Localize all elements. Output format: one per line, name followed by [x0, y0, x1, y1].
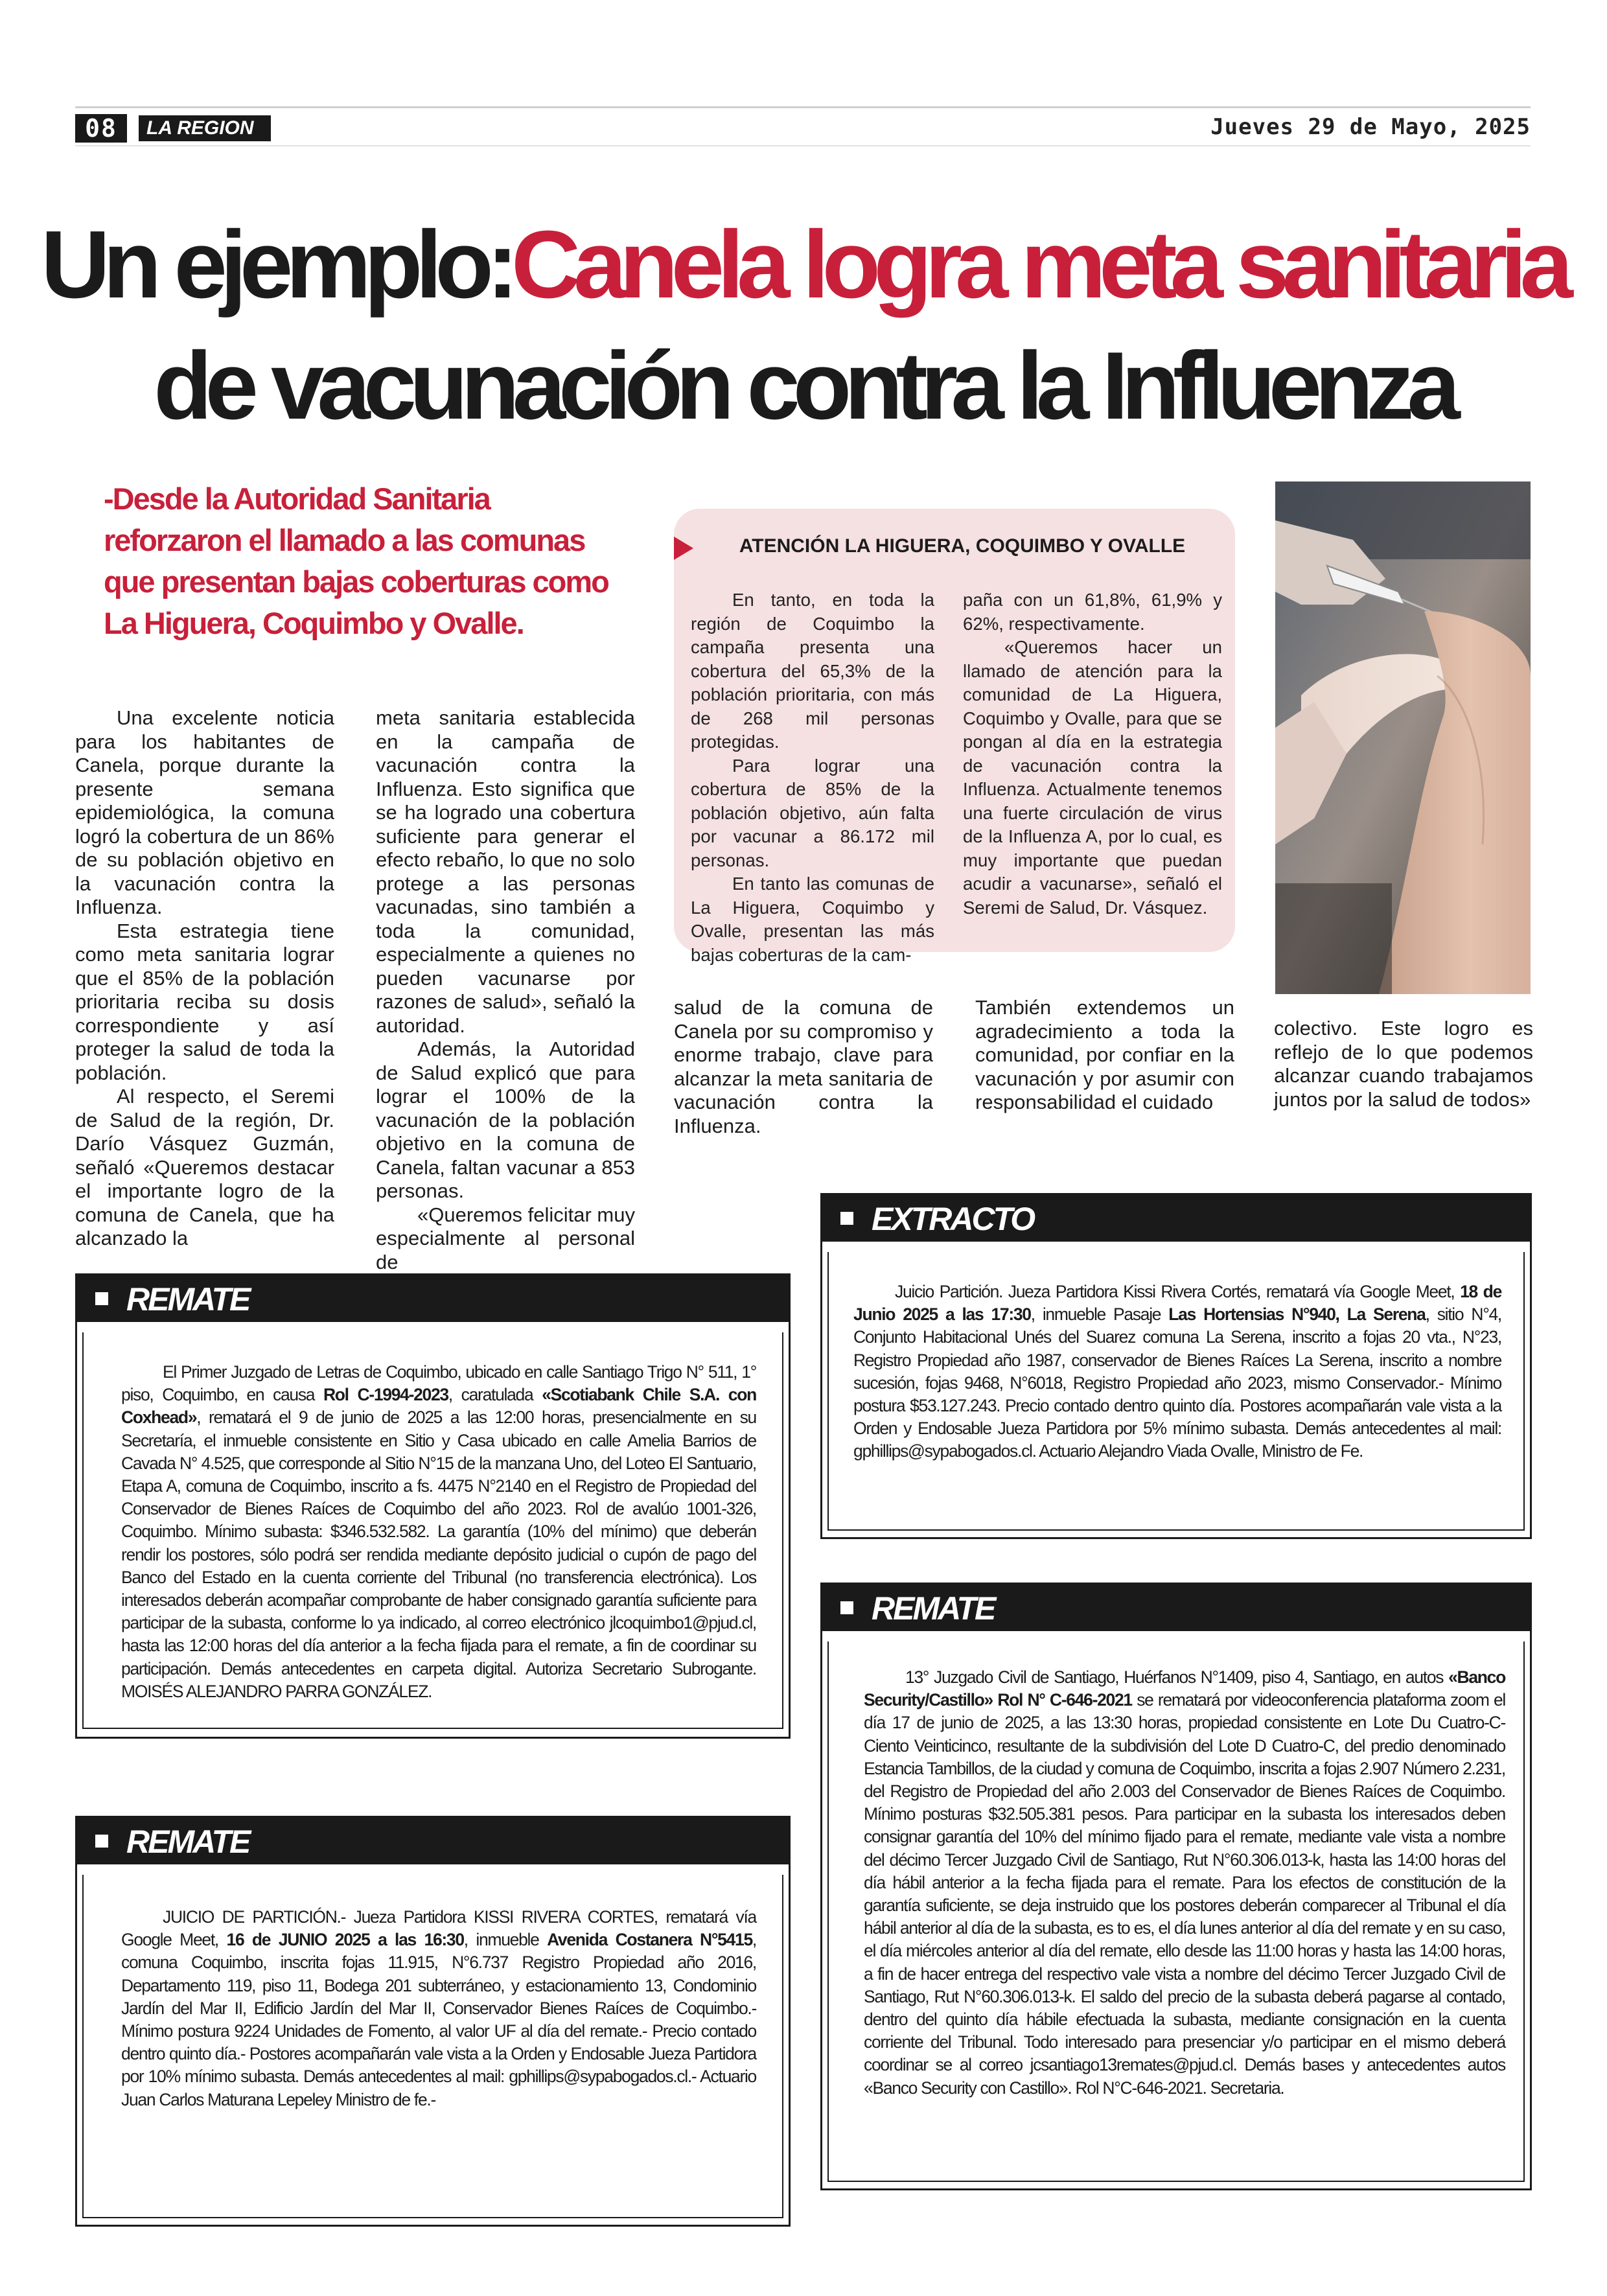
headline-red: Canela logra meta sanitaria	[511, 211, 1566, 318]
article-column-4	[975, 996, 1234, 1115]
square-bullet-icon	[840, 1212, 853, 1225]
text: Juicio Partición. Jueza Partidora Kissi Rivera Cortés, rematará vía Google Meet,	[895, 1282, 1461, 1301]
notice-title: REMATE	[126, 1281, 249, 1317]
text: 13° Juzgado Civil de Santiago, Huérfanos N°1409, piso 4, Santiago, en autos	[905, 1667, 1449, 1687]
paragraph	[121, 1361, 756, 1703]
paragraph: meta sanitaria establecida en la campaña de vacunación contra la Influenza. Esto significa que se ha logrado una cobertura suficiente para generar el efecto rebaño, lo que no solo protege a las personas vacunadas, sino también a toda la comunidad, especialmente a quienes no pueden vacunarse por razones de salud», señaló la autoridad.	[376, 706, 635, 1037]
paragraph: Una excelente noticia para los habitantes de Canela, porque durante la presente semana epidemiológica, la comuna logró la cobertura de un 86% de su población objetivo en la vacunación contra la Influenza.	[75, 706, 334, 918]
subheadline: -Desde la Autoridad Sanitaria reforzaron el llamado a las comunas que presentan bajas coberturas como La Higuera, Coquimbo y Ovalle.	[104, 481, 608, 640]
notice-text	[121, 1906, 756, 2111]
notice-header	[822, 1584, 1530, 1631]
header-bottom-rule	[75, 145, 1531, 146]
notice-text	[121, 1361, 756, 1703]
square-bullet-icon	[95, 1835, 108, 1848]
notice-text	[853, 1281, 1501, 1463]
bold-text: 16 de JUNIO 2025 a las 16:30	[226, 1930, 464, 1950]
text: El Primer Juzgado de Letras de Coquimbo, ubicado en calle Santiago Trigo N° 511, 1° piso, Coquimbo, en causa	[121, 1362, 756, 1405]
bold-text: «Banco Security/Castillo» Rol N° C-646-2021	[864, 1667, 1505, 1710]
arrow-right-icon	[674, 537, 693, 560]
text: , inmueble	[463, 1930, 548, 1950]
headline-line-2: de vacunación contra la Influenza	[154, 332, 1453, 439]
paragraph: Para lograr una cobertura de 85% de la población objetivo, aún falta por vacunar a 86.172 mil personas.	[691, 755, 934, 870]
vaccination-photo	[1275, 481, 1531, 994]
text: , comuna Coquimbo, inscrita fojas 11.915, N°6.737 Registro Propiedad año 2016, Departamento 119, piso 11, Bodega 201 subterráneo, y estacionamiento 13, Condominio Jardín del Mar II, Edificio Jardín del Mar II, Conservador Bienes Raíces de Coquimbo.- Mínimo postura 9224 Unidades de Fomento, al valor UF al día del remate.- Precio contado dentro quinto día.- Postores acompañarán vale vista a la Orden y Endosable Jueza Partidora por 10% mínimo subasta. Demás antecedentes al mail: gphillips@sypabogados.cl.- Actuario Juan Carlos Maturana Lepeley Ministro de fe.-	[121, 1930, 756, 2109]
notice-remate-2	[75, 1816, 791, 2227]
square-bullet-icon	[840, 1601, 853, 1614]
paragraph: Esta estrategia tiene como meta sanitaria lograr que el 85% de la población prioritaria reciba su dosis correspondiente y así proteger la salud de toda la población.	[75, 919, 334, 1084]
notice-title: REMATE	[872, 1590, 995, 1627]
text: se rematará por videoconferencia plataforma zoom el día 17 de junio de 2025, a las 13:30 horas, propiedad consistente en Lote Du Cuatro-C- Ciento Veinticinco, resultante de la subdivisión del Lote D Cuatro-C, del predio denominado Estancia Tambillos, de la ciudad y comuna de Coquimbo, inscrita a fojas 2.907 Número 2.231, del Registro de Propiedad del año 2.003 del Conservador de Bienes Raíces de Coquimbo. Mínimo posturas $32.505.381 pesos. Para participar en la subasta los interesados deben consignar garantía del 10% del mínimo fijado para el remate, mediante vale vista a nombre del décimo Tercer Juzgado Civil de Santiago, Rut N°60.306.013-k, hasta las 14:00 horas del día hábil anterior a la fecha fijada para el remate. Para los efectos de constitución de la garantía suficiente, se deja instruido que los postores deberán comparecer al Tribunal el día hábil anterior al día de la subasta, es to es, el día lunes anterior al día del remate y en su caso, el día miércoles anterior al día del remate, ello desde las 11:00 horas y hasta las 14:00 horas, a fin de hacer entrega del respectivo vale vista a nombre del décimo Tercer Juzgado Civil de Santiago, Rut N°60.306.013-k. El saldo del precio de la subasta deberá pagarse al contado, dentro del quinto día hábile efectuada la subasta, mediante consignación en la cuenta corriente del Tribunal. Todo interesado para presenciar y/o participar en el mismo deberá coordinar se al correo jcsantiago13remates@pjud.cl. Demás bases y antecedentes autos «Banco Security con Castillo». Rol N°C-646-2021. Secretaria.	[864, 1690, 1506, 2098]
page-number: 08	[75, 114, 127, 143]
article-column-1	[75, 706, 334, 1251]
bold-text: Rol C-1994-2023	[323, 1385, 448, 1405]
headline-black: Un ejemplo:	[41, 211, 512, 318]
article-column-5	[1274, 1017, 1533, 1111]
text: JUICIO DE PARTICIÓN.- Jueza Partidora KISSI RIVERA CORTES, rematará vía Google Meet,	[121, 1907, 756, 1950]
paragraph	[864, 1666, 1505, 2100]
article-column-3	[674, 996, 933, 1138]
paragraph: Al respecto, el Seremi de Salud de la región, Dr. Darío Vásquez Guzmán, señaló «Queremos destacar el importante logro de la comuna de Canela, que ha alcanzado la	[75, 1085, 334, 1249]
notice-remate-1	[75, 1273, 791, 1739]
paragraph	[121, 1906, 756, 2111]
article-column-2	[376, 706, 635, 1274]
bold-text: «Scotiabank Chile S.A. con Coxhead»	[121, 1385, 756, 1428]
headline-line-1	[0, 211, 1607, 318]
paragraph: En tanto, en toda la región de Coquimbo la campaña presenta una cobertura del 65,3% de la población prioritaria, con más de 268 mil personas protegidas.	[691, 590, 934, 752]
paragraph: «Queremos felicitar muy especialmente al personal de	[376, 1203, 635, 1273]
paragraph: salud de la comuna de Canela por su compromiso y enorme trabajo, clave para alcanzar la meta sanitaria de vacunación contra la Influenza.	[674, 996, 933, 1137]
notice-header	[822, 1195, 1530, 1242]
notice-header	[77, 1275, 789, 1322]
vaccination-illustration	[1275, 481, 1531, 994]
paragraph: colectivo. Este logro es reflejo de lo que podemos alcanzar cuando trabajamos juntos por la salud de todos»	[1274, 1017, 1533, 1111]
header-top-rule	[75, 106, 1531, 108]
sidebar-column-2	[963, 588, 1222, 920]
bold-text: 18 de Junio 2025 a las 17:30	[853, 1282, 1502, 1325]
sidebar-column-1	[691, 588, 934, 967]
text: , sitio N°4, Conjunto Habitacional Unés del Suarez comuna La Serena, inscrito a fojas 20 vta., N°23, Registro Propiedad año 1987, conservador de Bienes Raíces La Serena, inscrito a nombre sucesión, fojas 9468, N°6018, Registro Propiedad año 2023, mismo Conservador.- Mínimo postura $53.127.243. Precio contado dentro quinto día. Postores acompañarán vale vista a la Orden y Endosable Jueza Partidora por 5% mínimo subasta. Demás antecedentes al mail: gphillips@sypabogados.cl. Actuario Alejandro Viada Ovalle, Ministro de Fe.	[853, 1305, 1501, 1461]
text: , caratulada	[448, 1385, 542, 1405]
bold-text: Avenida Costanera N°5415	[547, 1930, 752, 1950]
notice-header	[77, 1818, 789, 1864]
notice-text	[864, 1666, 1505, 2100]
notice-remate-3	[820, 1583, 1532, 2190]
issue-date: Jueves 29 de Mayo, 2025	[1210, 114, 1531, 140]
text: , inmueble Pasaje	[1030, 1305, 1169, 1325]
text: , rematará el 9 de junio de 2025 a las 12:00 horas, presencialmente en su Secretaría, el inmueble consistente en Sitio y Casa ubicado en calle Amelia Barrios de Cavada N° 4.525, que corresponde al Sitio N°15 de la manzana Uno, del Loteo El Santuario, Etapa A, comuna de Coquimbo, inscrito a fs. 4475 N°2140 en el Registro de Propiedad del Conservador de Bienes Raíces de Coquimbo del año 2023. Rol de avalúo 1001-326, Coquimbo. Mínimo subasta: $346.532.582. La garantía (10% del mínimo) que deberán rendir los postores, sólo podrá ser rendida mediante depósito judicial o cupón de pago del Banco del Estado en la cuenta corriente del Tribunal (no transferencia electrónica). Los interesados deberán acompañar comprobante de haber consignado garantía suficiente para participar de la subasta, conforme lo ya indicado, al correo electrónico jlcoquimbo1@pjud.cl, hasta las 12:00 horas del día anterior a la fecha fijada para el remate, a fin de coordinar su participación. Demás antecedentes en carpeta digital. Autoriza Secretario Subrogante. MOISÉS ALEJANDRO PARRA GONZÁLEZ.	[121, 1408, 756, 1701]
paragraph: En tanto las comunas de La Higuera, Coquimbo y Ovalle, presentan las más bajas coberturas de la cam-	[691, 874, 934, 965]
notice-title: EXTRACTO	[872, 1201, 1034, 1237]
notice-extracto	[820, 1193, 1532, 1539]
paragraph: «Queremos hacer un llamado de atención para la comunidad de La Higuera, Coquimbo y Ovalle, para que se pongan al día en la estrategia de vacunación contra la Influenza. Actualmente tenemos una fuerte circulación de virus de la Influenza A, por lo cual, es muy importante que puedan acudir a vacunarse», señaló el Seremi de Salud, Dr. Vásquez.	[963, 637, 1222, 918]
paragraph: paña con un 61,8%, 61,9% y 62%, respectivamente.	[963, 590, 1222, 634]
bold-text: Las Hortensias N°940, La Serena	[1168, 1305, 1426, 1325]
sidebar-box-title: ATENCIÓN LA HIGUERA, COQUIMBO Y OVALLE	[739, 535, 1186, 557]
paragraph: También extendemos un agradecimiento a toda la comunidad, por confiar en la vacunación y por asumir con responsabilidad el cuidado	[975, 996, 1234, 1113]
notice-title: REMATE	[126, 1824, 249, 1860]
paragraph	[853, 1281, 1501, 1463]
square-bullet-icon	[95, 1292, 108, 1305]
paragraph: Además, la Autoridad de Salud explicó que para lograr el 100% de la vacunación de la población objetivo en la comuna de Canela, faltan vacunar a 853 personas.	[376, 1038, 635, 1202]
publication-logo: LA REGION	[139, 115, 271, 141]
